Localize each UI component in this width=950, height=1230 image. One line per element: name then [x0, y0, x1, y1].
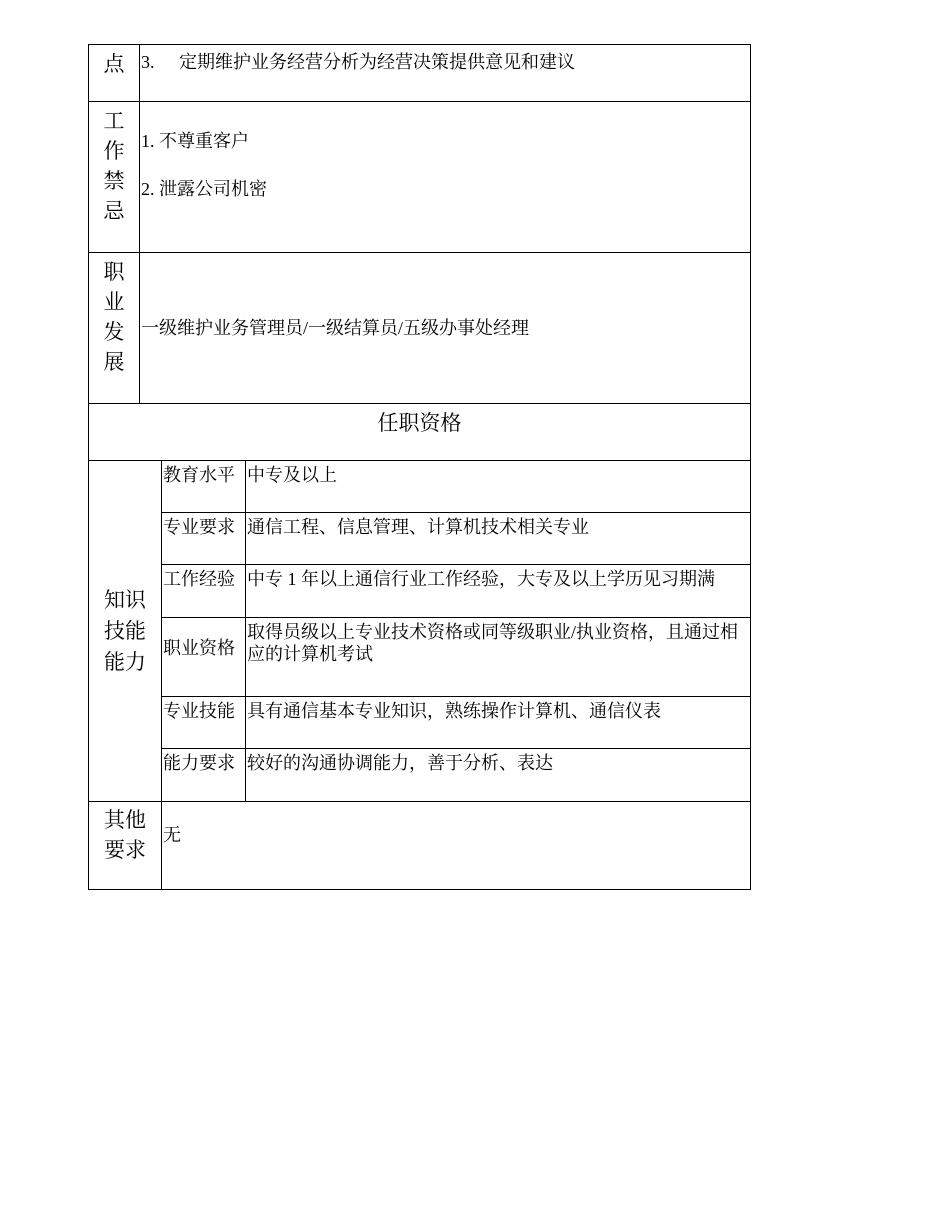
qualification-label: 专业技能	[162, 697, 246, 749]
job-description-table	[88, 44, 751, 890]
career-label-char: 职	[103, 260, 125, 284]
other-label-line: 其他	[104, 808, 146, 832]
qualification-row	[89, 697, 751, 749]
qualification-value: 较好的沟通协调能力，善于分析、表达	[246, 749, 751, 802]
qualification-value: 通信工程、信息管理、计算机技术相关专业	[246, 513, 751, 565]
qualification-value: 具有通信基本专业知识，熟练操作计算机、通信仪表	[246, 697, 751, 749]
qualification-label: 专业要求	[162, 513, 246, 565]
qualification-row	[89, 749, 751, 802]
prohibition-item: 1. 不尊重客户	[141, 131, 249, 151]
prohibitions-label-char: 禁	[103, 169, 125, 193]
career-content	[140, 253, 751, 404]
other-label-line: 要求	[104, 838, 146, 862]
qualification-label: 职业资格	[162, 618, 246, 697]
prohibitions-label-char: 忌	[103, 199, 125, 223]
qualification-value: 中专 1 年以上通信行业工作经验，大专及以上学历见习期满	[246, 565, 751, 618]
knowledge-skills-label-line: 技能	[104, 618, 146, 643]
qualifications-title-row	[89, 404, 751, 461]
other-label	[89, 802, 162, 890]
qualification-label: 能力要求	[162, 749, 246, 802]
qualification-row	[89, 513, 751, 565]
prohibitions-label	[89, 102, 140, 253]
career-label-char: 展	[103, 350, 125, 374]
other-row	[89, 802, 751, 890]
qualification-label: 工作经验	[162, 565, 246, 618]
other-content	[162, 802, 751, 890]
qualification-value: 中专及以上	[246, 461, 751, 513]
prohibition-item: 2. 泄露公司机密	[141, 179, 267, 199]
duty-item-number: 3.	[141, 52, 155, 72]
prohibitions-label-char: 工	[103, 109, 125, 133]
qualification-row	[89, 461, 751, 513]
career-label	[89, 253, 140, 404]
knowledge-skills-label-line: 能力	[104, 649, 146, 674]
career-label-char: 业	[103, 290, 125, 314]
qualification-label: 教育水平	[162, 461, 246, 513]
prohibitions-label-char: 作	[103, 139, 125, 163]
career-text: 一级维护业务管理员/一级结算员/五级办事处经理	[141, 318, 529, 338]
other-text: 无	[163, 825, 181, 845]
duty-item-text: 定期维护业务经营分析为经营决策提供意见和建议	[179, 52, 575, 72]
section-title: 任职资格	[89, 404, 751, 461]
duty-content	[140, 45, 751, 102]
knowledge-skills-label	[89, 461, 162, 802]
qualification-value: 取得员级以上专业技术资格或同等级职业/执业资格，且通过相应的计算机考试	[246, 618, 751, 697]
qualification-row	[89, 565, 751, 618]
career-label-char: 发	[103, 320, 125, 344]
qualification-row	[89, 618, 751, 697]
knowledge-skills-label-line: 知识	[104, 587, 146, 612]
prohibitions-content	[140, 102, 751, 253]
duty-label: 点	[89, 45, 140, 102]
duty-row	[89, 45, 751, 102]
career-row	[89, 253, 751, 404]
prohibitions-row	[89, 102, 751, 253]
